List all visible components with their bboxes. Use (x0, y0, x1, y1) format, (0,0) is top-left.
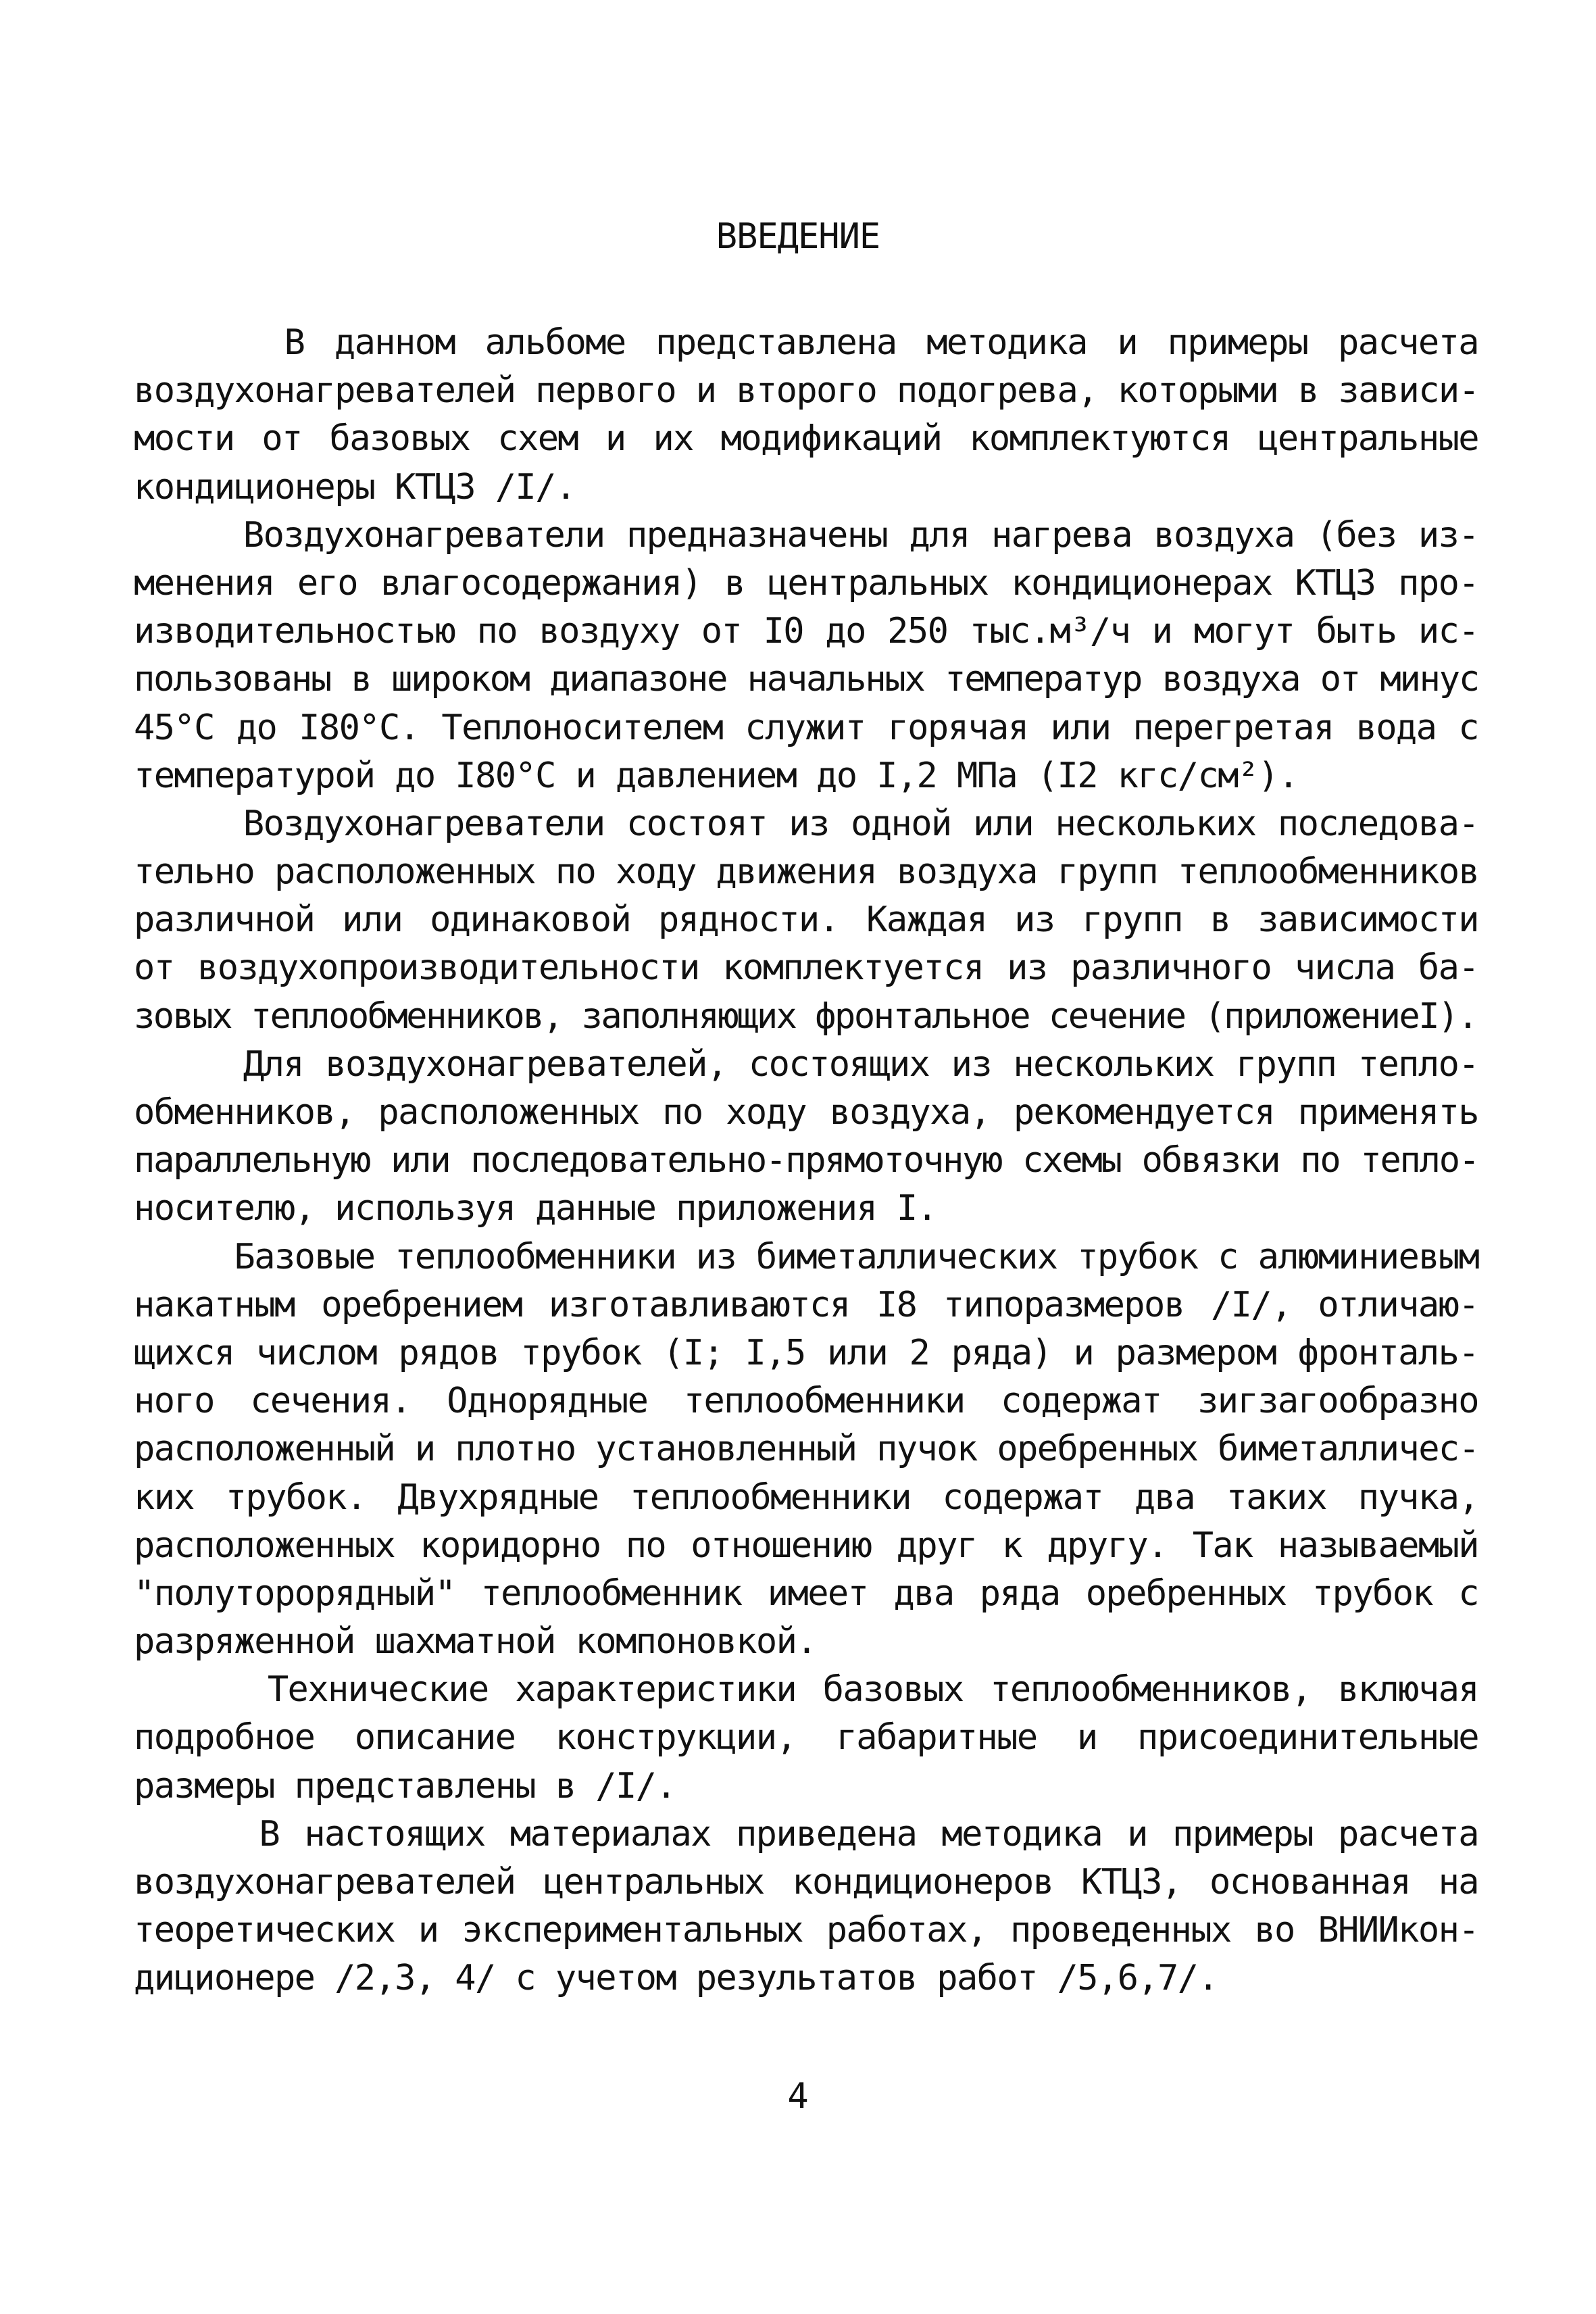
text-line: кондиционеры КТЦЗ /I/. (134, 466, 576, 508)
text-line: тельно расположенных по ходу движения воздуха групп теплообменников (134, 852, 1479, 893)
text-line: В настоящих материалах приведена методика и примеры расчета (134, 1813, 1478, 1854)
text-line: "полуторорядный" теплообменник имеет два ряда оребренных трубок с (134, 1573, 1478, 1614)
text-line: мости от базовых схем и их модификаций комплектуются центральные (134, 418, 1478, 460)
text-line: различной или одинаковой рядности. Каждая из групп в зависимости (134, 900, 1478, 941)
text-line: расположенный и плотно установленный пучок оребренных биметалличес- (134, 1429, 1479, 1470)
text-line: Воздухонагреватели предназначены для нагрева воздуха (без из- (134, 514, 1478, 556)
text-line: параллельную или последовательно-прямоточную схемы обвязки по тепло- (134, 1140, 1478, 1181)
text-line: накатным оребрением изготавливаются I8 типоразмеров /I/, отличаю- (134, 1284, 1478, 1325)
text-line: пользованы в широком диапазоне начальных температур воздуха от минус (134, 659, 1478, 700)
text-line: воздухонагревателей центральных кондиционеров КТЦЗ, основанная на (134, 1862, 1478, 1902)
text-line: Базовые теплообменники из биметаллических трубок с алюминиевым (134, 1236, 1479, 1277)
text-line: размеры представлены в /I/. (134, 1765, 676, 1806)
text-line: носителю, используя данные приложения I. (134, 1188, 937, 1229)
text-line: обменников, расположенных по ходу воздуха, рекомендуется применять (134, 1092, 1478, 1133)
text-line: Воздухонагреватели состоят из одной или нескольких последова- (134, 803, 1478, 844)
text-line: Для воздухонагревателей, состоящих из нескольких групп тепло- (134, 1043, 1478, 1085)
text-line: ких трубок. Двухрядные теплообменники содержат два таких пучка, (134, 1477, 1478, 1518)
text-line: теоретических и экспериментальных работах, проведенных во ВНИИкон- (134, 1910, 1478, 1951)
page-title: ВВЕДЕНИЕ (716, 216, 880, 257)
text-line: Технические характеристики базовых теплообменников, включая (134, 1669, 1478, 1710)
text-line: расположенных коридорно по отношению друг к другу. Так называемый (134, 1525, 1478, 1566)
text-line: зовых теплообменников, заполняющих фронтальное сечение (приложениеI). (134, 995, 1477, 1037)
text-line: воздухонагревателей первого и второго подогрева, которыми в зависи- (134, 370, 1479, 412)
text-line: ного сечения. Однорядные теплообменники содержат зигзагообразно (134, 1381, 1478, 1422)
body-text (134, 319, 1478, 2003)
text-line: от воздухопроизводительности комплектуется из различного числа ба- (134, 947, 1478, 989)
text-line: 45°С до I80°С. Теплоносителем служит горячая или перегретая вода с (134, 707, 1478, 748)
text-line: щихся числом рядов трубок (I; I,5 или 2 ряда) и размером фронталь- (134, 1332, 1478, 1373)
text-line: подробное описание конструкции, габаритные и присоединительные (134, 1717, 1478, 1758)
text-line: В данном альбоме представлена методика и примеры расчета (134, 322, 1478, 363)
text-line: менения его влагосодержания) в центральных кондиционерах КТЦЗ про- (134, 562, 1478, 604)
text-line: температурой до I80°С и давлением до I,2 МПа (I2 кгс/см²). (134, 755, 1298, 796)
text-line: диционере /2,3, 4/ с учетом результатов работ /5,6,7/. (134, 1958, 1218, 1999)
text-line: разряженной шахматной компоновкой. (134, 1621, 817, 1663)
text-line: изводительностью по воздуху от I0 до 250 тыс.м³/ч и могут быть ис- (134, 611, 1478, 652)
page-number: 4 (787, 2076, 809, 2117)
